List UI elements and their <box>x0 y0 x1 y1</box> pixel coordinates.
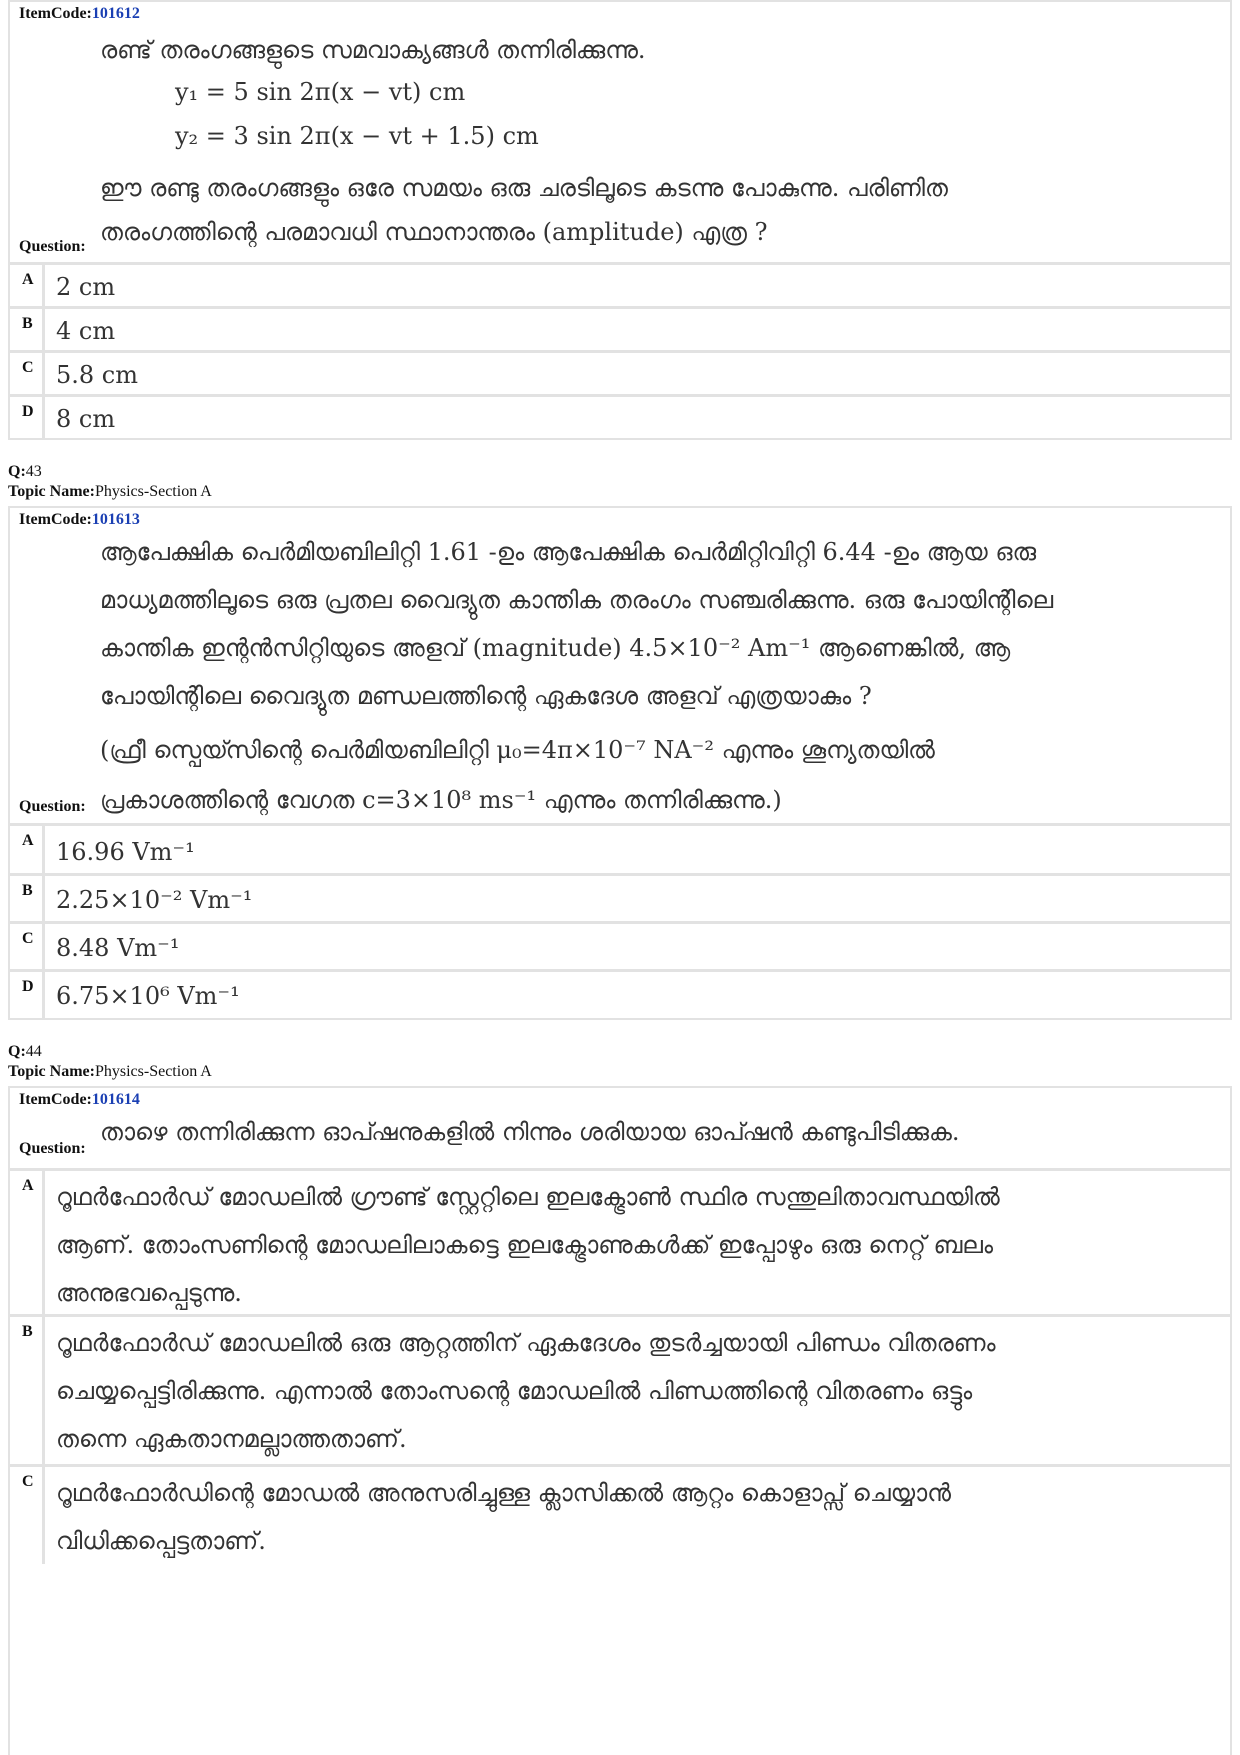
divider <box>42 265 45 306</box>
item-code-label: ItemCode: <box>19 5 92 22</box>
option-text-line: വിധിക്കപ്പെട്ടതാണ്. <box>56 1527 266 1555</box>
item-code <box>19 1091 140 1109</box>
topic-value: Physics-Section A <box>94 483 212 500</box>
option-letter: C <box>22 930 34 947</box>
topic-label: Topic Name: <box>8 1063 95 1080</box>
item-code-value: 101612 <box>91 5 140 22</box>
question-block-101613 <box>8 506 1232 1020</box>
item-code-label: ItemCode: <box>19 1091 92 1108</box>
option-text: 16.96 Vm⁻¹ <box>56 838 195 866</box>
option-letter: D <box>22 978 34 995</box>
divider <box>42 826 45 873</box>
option-c[interactable] <box>10 350 1230 394</box>
q-label: Q: <box>8 463 26 480</box>
question-block-101612 <box>8 0 1232 440</box>
question-line: തരംഗത്തിന്റെ പരമാവധി സ്ഥാനാന്തരം (amplitude) എത്ര ? <box>100 218 768 246</box>
question-line: പ്രകാശത്തിന്റെ വേഗത c=3×10⁸ ms⁻¹ എന്നും തന്നിരിക്കുന്നു.) <box>100 786 782 814</box>
option-b[interactable] <box>10 873 1230 921</box>
divider <box>42 1317 45 1464</box>
question-label: Question: <box>19 238 86 255</box>
divider <box>42 353 45 394</box>
question-number <box>8 463 42 481</box>
option-d[interactable] <box>10 969 1230 1018</box>
option-text-line: തന്നെ ഏകതാനമല്ലാത്തതാണ്. <box>56 1425 407 1453</box>
option-text-line: റൂഥർഫോർഡ് മോഡലിൽ ഒരു ആറ്റത്തിന് ഏകദേശം തുടർച്ചയായി പിണ്ഡം വിതരണം <box>56 1329 996 1357</box>
divider <box>42 924 45 969</box>
question-line: രണ്ട് തരംഗങ്ങളുടെ സമവാക്യങ്ങൾ തന്നിരിക്കുന്നു. <box>100 36 646 64</box>
option-text-line: ആണ്. തോംസണിന്റെ മോഡലിലാകട്ടെ ഇലക്ട്രോണുകൾക്ക് ഇപ്പോഴും ഒരു നെറ്റ് ബലം <box>56 1231 994 1259</box>
option-text: 8 cm <box>56 405 116 433</box>
option-d[interactable] <box>10 394 1230 438</box>
option-text-line: റൂഥർഫോർഡിന്റെ മോഡൽ അനുസരിച്ചുള്ള ക്ലാസിക്കൽ ആറ്റം കൊളാപ്സ് ചെയ്യാൻ <box>56 1479 952 1507</box>
option-letter: C <box>22 359 34 376</box>
divider <box>42 1467 45 1564</box>
option-c[interactable] <box>10 1464 1230 1564</box>
option-letter: B <box>22 315 33 332</box>
option-a[interactable] <box>10 1168 1230 1314</box>
topic-name <box>8 1063 212 1081</box>
question-block-101614 <box>8 1086 1232 1755</box>
q-label: Q: <box>8 1043 26 1060</box>
option-letter: A <box>22 271 34 288</box>
divider <box>42 397 45 438</box>
option-letter: A <box>22 1177 34 1194</box>
question-line: പോയിന്റിലെ വൈദ്യുത മണ്ഡലത്തിന്റെ ഏകദേശ അളവ് എത്രയാകും ? <box>100 682 872 710</box>
option-letter: B <box>22 882 33 899</box>
option-text-line: റൂഥർഫോർഡ് മോഡലിൽ ഗ്രൗണ്ട് സ്റ്റേറ്റിലെ ഇലക്ട്രോൺ സ്ഥിര സന്തുലിതാവസ്ഥയിൽ <box>56 1183 1000 1211</box>
question-number <box>8 1043 42 1061</box>
topic-value: Physics-Section A <box>94 1063 212 1080</box>
option-letter: D <box>22 403 34 420</box>
question-line: ഈ രണ്ടു തരംഗങ്ങളും ഒരേ സമയം ഒരു ചരടിലൂടെ കടന്നു പോകുന്നു. പരിണിത <box>100 174 948 202</box>
item-code <box>19 511 140 529</box>
equation-1: y₁ = 5 sin 2π(x − vt) cm <box>175 78 466 106</box>
option-text-line: അനുഭവപ്പെടുന്നു. <box>56 1279 242 1307</box>
question-line: കാന്തിക ഇന്റൻസിറ്റിയുടെ അളവ് (magnitude) 4.5×10⁻² Am⁻¹ ആണെങ്കിൽ, ആ <box>100 634 1011 662</box>
option-a[interactable] <box>10 262 1230 306</box>
question-label: Question: <box>19 1140 86 1157</box>
q-number: 44 <box>25 1043 42 1060</box>
item-code-label: ItemCode: <box>19 511 92 528</box>
option-text: 4 cm <box>56 317 116 345</box>
option-text: 5.8 cm <box>56 361 138 389</box>
option-text: 2.25×10⁻² Vm⁻¹ <box>56 886 253 914</box>
question-label: Question: <box>19 798 86 815</box>
equation-2: y₂ = 3 sin 2π(x − vt + 1.5) cm <box>175 122 539 150</box>
option-text: 2 cm <box>56 273 116 301</box>
option-b[interactable] <box>10 1314 1230 1464</box>
question-text: താഴെ തന്നിരിക്കുന്ന ഓപ്ഷനുകളിൽ നിന്നും ശരിയായ ഓപ്ഷൻ കണ്ടുപിടിക്കുക. <box>100 1118 960 1146</box>
option-letter: A <box>22 832 34 849</box>
option-text: 6.75×10⁶ Vm⁻¹ <box>56 982 240 1010</box>
option-letter: C <box>22 1473 34 1490</box>
option-text: 8.48 Vm⁻¹ <box>56 934 180 962</box>
divider <box>42 1171 45 1314</box>
question-line: മാധ്യമത്തിലൂടെ ഒരു പ്രതല വൈദ്യുത കാന്തിക തരംഗം സഞ്ചരിക്കുന്നു. ഒരു പോയിന്റിലെ <box>100 586 1054 614</box>
option-a[interactable] <box>10 823 1230 873</box>
question-line: ആപേക്ഷിക പെർമിയബിലിറ്റി 1.61 -ഉം ആപേക്ഷിക പെർമിറ്റിവിറ്റി 6.44 -ഉം ആയ ഒരു <box>100 538 1037 566</box>
divider <box>42 876 45 921</box>
item-code-value: 101613 <box>91 511 140 528</box>
item-code-value: 101614 <box>91 1091 140 1108</box>
divider <box>42 972 45 1018</box>
option-c[interactable] <box>10 921 1230 969</box>
question-line: (ഫ്രീ സ്പെയ്സിന്റെ പെർമിയബിലിറ്റി μ₀=4π×10⁻⁷ NA⁻² എന്നും ശൂന്യതയിൽ <box>100 736 935 764</box>
option-text-line: ചെയ്യപ്പെട്ടിരിക്കുന്നു. എന്നാൽ തോംസന്റെ മോഡലിൽ പിണ്ഡത്തിന്റെ വിതരണം ഒട്ടും <box>56 1377 973 1405</box>
q-number: 43 <box>25 463 42 480</box>
option-letter: B <box>22 1323 33 1340</box>
divider <box>42 309 45 350</box>
item-code <box>19 5 140 23</box>
topic-name <box>8 483 212 501</box>
option-b[interactable] <box>10 306 1230 350</box>
topic-label: Topic Name: <box>8 483 95 500</box>
